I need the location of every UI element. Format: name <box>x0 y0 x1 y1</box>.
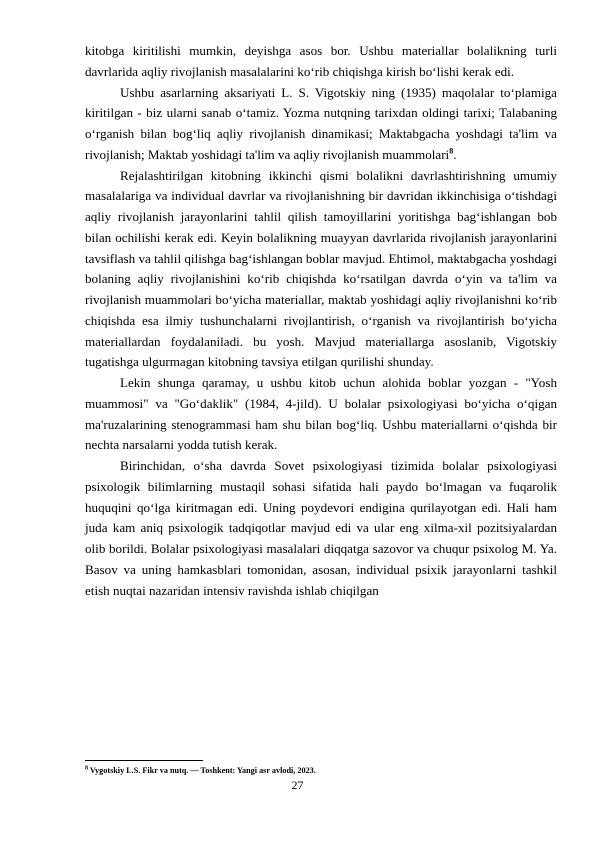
footnote <box>85 766 557 776</box>
paragraph-2-text: Ushbu asarlarning aksariyati L. S. Vigotskiy ning (1935) maqolalar to‘plamiga kiritilgan - biz ularni sanab o‘tamiz. Yozma nutqning tarixdan oldingi tarixi; Talabaning o‘rganish bilan bog‘liq aqliy rivojlanish dinamikasi; Maktabgacha yoshdagi ta'lim va rivojlanish; Maktab yoshidagi ta'lim va aqliy rivojlanish muammolari <box>85 84 557 162</box>
body-text <box>85 41 557 601</box>
footnote-number: 8 <box>85 765 88 772</box>
footnote-text: Vygotskiy L.S. Fikr va nutq. — Toshkent: Yangi asr avlodi, 2023. <box>88 766 316 775</box>
footnote-separator <box>85 760 203 761</box>
paragraph-4: Lekin shunga qaramay, u ushbu kitob uchun alohida boblar yozgan - "Yosh muammosi" va "Go‘daklik" (1984, 4-jild). U bolalar psixologiyasi bo‘yicha o‘qigan ma'ruzalarining stenogrammasi ham shu bilan bog‘liq. Ushbu materiallarni o‘qishda bir nechta narsalarni yodda tutish kerak. <box>85 375 557 453</box>
paragraph-1: kitobga kiritilishi mumkin, deyishga asos bor. Ushbu materiallar bolalikning turli davrlarida aqliy rivojlanish masalalarini ko‘rib chiqishga kirish bo‘lishi kerak edi. <box>85 43 557 79</box>
page-number: 27 <box>291 778 304 792</box>
paragraph-2-end: . <box>453 146 457 162</box>
paragraph-2 <box>85 83 557 166</box>
paragraph-5: Birinchidan, o‘sha davrda Sovet psixologiyasi tizimida bolalar psixologiyasi psixologik bilimlarning mustaqil sohasi sifatida hali paydo bo‘lmagan va fuqarolik huquqini qo‘lga kiritmagan edi. Uning poydevori endigina qurilayotgan edi. Hali ham juda kam aniq psixologik tadqiqotlar mavjud edi va ular eng xilma-xil pozitsiyalardan olib borildi. Bolalar psixologiyasi masalalari diqqatga sazovor va chuqur psixolog M. Ya. Basov va uning hamkasblari tomonidan, asosan, individual psixik jarayonlarni tashkil etish nuqtai nazaridan intensiv ravishda ishlab chiqilgan <box>85 458 557 598</box>
footnote-reference[interactable]: 8 <box>449 146 454 156</box>
paragraph-3: Rejalashtirilgan kitobning ikkinchi qismi bolalikni davrlashtirishning umumiy masalalariga va individual davrlar va rivojlanishning bir davridan ikkinchisiga o‘tishdagi aqliy rivojlanish jarayonlarini tahlil qilish tamoyillarini yoritishga bag‘ishlangan bob bilan ochilishi kerak edi. Keyin bolalikning muayyan davrlarida rivojlanish jarayonlarini tavsiflash va tahlil qilishga bag‘ishlangan boblar mavjud. Ehtimol, maktabgacha yoshdagi bolaning aqliy rivojlanishini ko‘rib chiqishda ko‘rsatilgan davrda o‘yin va ta'lim va rivojlanish muammolari bo‘yicha materiallar, maktab yoshidagi aqliy rivojlanishni ko‘rib chiqishda esa ilmiy tushunchalarni rivojlantirish, o‘rganish va rivojlantirish bo‘yicha materiallardan foydalaniladi. bu yosh. Mavjud materiallarga asoslanib, Vigotskiy tugatishga ulgurmagan kitobning tavsiya etilgan qurilishi shunday. <box>85 167 557 370</box>
